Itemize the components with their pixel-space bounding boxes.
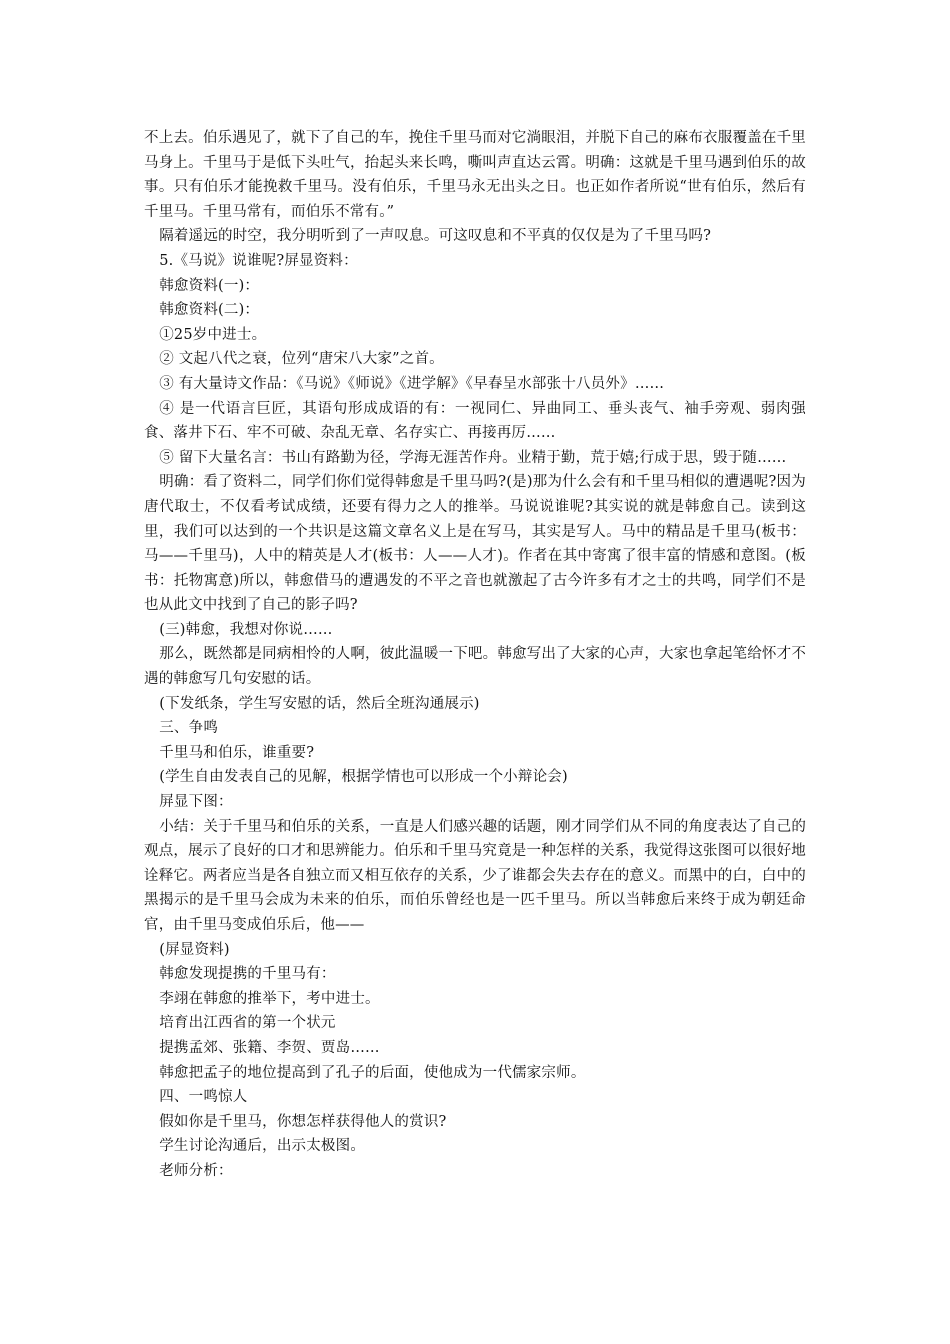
- paragraph-question: 假如你是千里马，你想怎样获得他人的赏识?: [159, 1113, 447, 1130]
- paragraph-sigh: 隔着遥远的时空，我分明听到了一声叹息。可这叹息和不平真的仅仅是为了千里马吗?: [159, 228, 712, 245]
- list-item: ③ 有大量诗文作品：《马说》《师说》《进学解》《早春呈水部张十八员外》……: [159, 375, 665, 392]
- paragraph-material-2: 韩愈资料(二)：: [159, 302, 260, 319]
- list-item: 培育出江西省的第一个状元: [159, 1015, 336, 1032]
- list-item: 李翊在韩愈的推举下，考中进士。: [159, 990, 380, 1007]
- paragraph-note: (下发纸条，学生写安慰的话，然后全班沟通展示): [159, 695, 480, 712]
- list-item: ⑤ 留下大量名言：书山有路勤为径，学海无涯苦作舟。业精于勤，荒于嬉;行成于思，毁于随……: [159, 449, 787, 466]
- section-heading-debate: 三、争鸣: [159, 720, 219, 737]
- paragraph-screen: 屏显下图：: [159, 794, 233, 811]
- paragraph-summary: 小结：关于千里马和伯乐的关系，一直是人们感兴趣的话题，刚才同学们从不同的角度表达了自己的观点，展示了良好的口才和思辨能力。伯乐和千里马究竟是一种怎样的关系，我觉得这张图可以很好地诠释它。两者应当是各自独立而又相互依存的关系，少了谁都会失去存在的意义。而黑中的白，白中的黑揭示的是千里马会成为未来的伯乐，而伯乐曾经也是一匹千里马。所以当韩愈后来终于成为朝廷命官，由千里马变成伯乐后，他——: [144, 818, 807, 933]
- paragraph-clarification: 明确：看了资料二，同学们你们觉得韩愈是千里马吗?(是)那为什么会有和千里马相似的遭遇呢?因为唐代取士，不仅看考试成绩，还要有得力之人的推举。马说说谁呢?其实说的就是韩愈自己。读到这里，我们可以达到的一个共识是这篇文章名义上是在写马，其实是写人。马中的精品是千里马(板书：马——千里马)，人中的精英是人才(板书：人——人才)。作者在其中寄寓了很丰富的情感和意图。(板书：托物寓意)所以，韩愈借马的遭遇发的不平之音也就激起了古今许多有才之士的共鸣，同学们不是也从此文中找到了自己的影子吗?: [144, 474, 806, 614]
- paragraph-heading-3: (三)韩愈，我想对你说……: [159, 621, 333, 638]
- paragraph-taiji: 学生讨论沟通后，出示太极图。: [159, 1138, 366, 1155]
- paragraph-material-1: 韩愈资料(一)：: [159, 277, 260, 294]
- list-item: ④ 是一代语言巨匠，其语句形成成语的有：一视同仁、异曲同工、垂头丧气、袖手旁观、弱肉强食、落井下石、牢不可破、杂乱无章、名存实亡、再接再厉……: [144, 400, 806, 442]
- paragraph-screen-material: (屏显资料): [159, 941, 230, 958]
- paragraph-bole-story: 不上去。伯乐遇见了，就下了自己的车，挽住千里马而对它淌眼泪，并脱下自己的麻布衣服覆盖在千里马身上。千里马于是低下头吐气，抬起头来长鸣，嘶叫声直达云霄。明确：这就是千里马遇到伯乐的故事。只有伯乐才能挽救千里马。没有伯乐，千里马永无出头之日。也正如作者所说“世有伯乐，然后有千里马。千里马常有，而伯乐不常有。”: [144, 130, 806, 220]
- document-body: [144, 126, 806, 1184]
- list-item: 提携孟郊、张籍、李贺、贾岛……: [159, 1039, 380, 1056]
- paragraph-note: (学生自由发表自己的见解，根据学情也可以形成一个小辩论会): [159, 769, 568, 786]
- section-heading-yimingjingren: 四、一鸣惊人: [159, 1089, 248, 1106]
- list-item: ② 文起八代之衰，位列“唐宋八大家”之首。: [159, 351, 444, 368]
- list-item: 韩愈发现提携的千里马有：: [159, 966, 336, 983]
- paragraph-teacher-analysis: 老师分析：: [159, 1162, 233, 1179]
- paragraph-section-5: 5.《马说》说谁呢?屏显资料：: [159, 252, 358, 269]
- paragraph-comfort: 那么，既然都是同病相怜的人啊，彼此温暖一下吧。韩愈写出了大家的心声，大家也拿起笔给怀才不遇的韩愈写几句安慰的话。: [144, 646, 807, 688]
- list-item: 韩愈把孟子的地位提高到了孔子的后面，使他成为一代儒家宗师。: [159, 1064, 586, 1081]
- paragraph-question: 千里马和伯乐，谁重要?: [159, 744, 315, 761]
- list-item: ①25岁中进士。: [159, 326, 267, 343]
